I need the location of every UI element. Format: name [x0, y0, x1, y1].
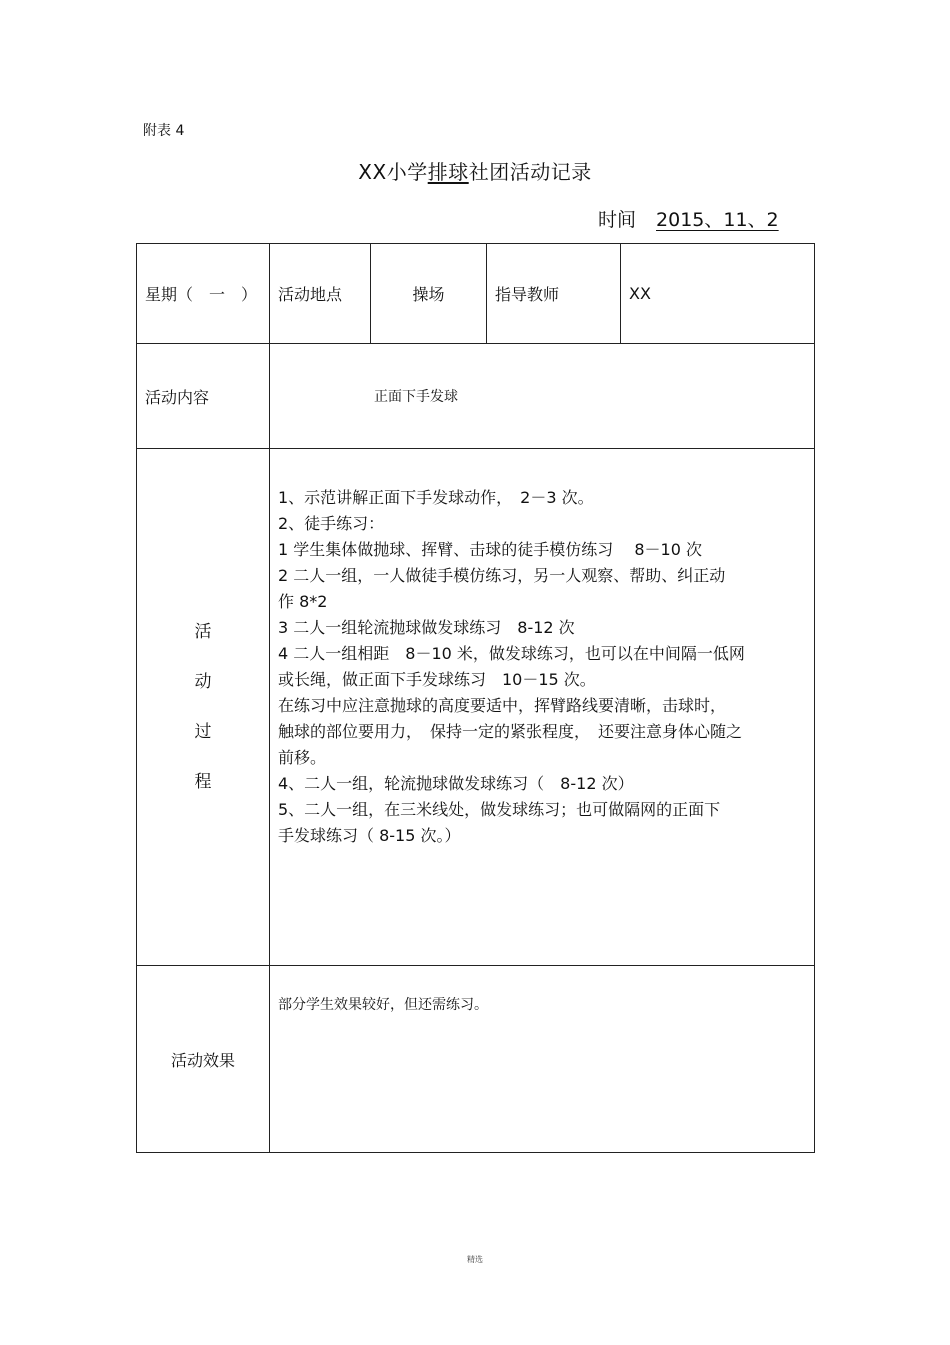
- content-value-cell: 正面下手发球: [270, 344, 815, 449]
- location-value-cell: 操场: [371, 244, 487, 344]
- process-body-cell: [270, 449, 815, 966]
- process-line: 4、二人一组，轮流抛球做发球练习（ 8-12 次）: [278, 774, 634, 793]
- process-line: 作 8*2: [278, 592, 328, 611]
- effect-row: [137, 966, 815, 1153]
- effect-value-cell: 部分学生效果较好，但还需练习。: [270, 966, 815, 1153]
- process-line: 在练习中应注意抛球的高度要适中，挥臂路线要清晰，击球时，: [278, 696, 727, 715]
- process-line: 前移。: [278, 748, 327, 767]
- process-label-char: 动: [194, 672, 212, 692]
- process-row: [137, 449, 815, 966]
- activity-record-table: [136, 243, 815, 1153]
- page-title: [0, 156, 950, 185]
- teacher-label-cell: 指导教师: [487, 244, 621, 344]
- title-suffix: 社团活动记录: [468, 160, 592, 184]
- process-line: 触球的部位要用力， 保持一定的紧张程度， 还要注意身体心随之: [278, 722, 743, 741]
- process-label-char: 程: [194, 772, 212, 792]
- location-label-cell: 活动地点: [270, 244, 371, 344]
- process-line: 5、二人一组，在三米线处，做发球练习；也可做隔网的正面下: [278, 800, 721, 819]
- effect-label-cell: 活动效果: [137, 966, 270, 1153]
- info-row: [137, 244, 815, 344]
- weekday-cell: 星期（ 一 ）: [137, 244, 270, 344]
- date-label: 时间: [598, 209, 637, 231]
- process-line: 1 学生集体做抛球、挥臂、击球的徒手模仿练习 8－10 次: [278, 540, 702, 559]
- content-label-cell: 活动内容: [137, 344, 270, 449]
- process-line: 或长绳，做正面下手发球练习 10－15 次。: [278, 670, 596, 689]
- process-line: 手发球练习（ 8-15 次。）: [278, 826, 461, 845]
- teacher-value-cell: XX: [621, 244, 815, 344]
- process-label-cell: [137, 449, 270, 966]
- footer-text: 精选: [467, 1255, 483, 1264]
- title-prefix: XX小学: [358, 160, 428, 184]
- process-label-char: 活: [194, 622, 212, 642]
- process-label-char: 过: [194, 722, 212, 742]
- content-row: [137, 344, 815, 449]
- process-line: 2 二人一组，一人做徒手模仿练习，另一人观察、帮助、纠正动: [278, 566, 726, 585]
- appendix-label: 附表 4: [143, 123, 185, 139]
- title-underlined: 排球: [427, 160, 469, 184]
- process-line: 4 二人一组相距 8－10 米，做发球练习，也可以在中间隔一低网: [278, 644, 745, 663]
- date-value: 2015、11、2: [656, 209, 779, 231]
- process-line: 3 二人一组轮流抛球做发球练习 8-12 次: [278, 618, 575, 637]
- process-line: 2、徒手练习：: [278, 514, 385, 533]
- process-line: 1、示范讲解正面下手发球动作， 2－3 次。: [278, 488, 594, 507]
- date-line: [598, 205, 814, 232]
